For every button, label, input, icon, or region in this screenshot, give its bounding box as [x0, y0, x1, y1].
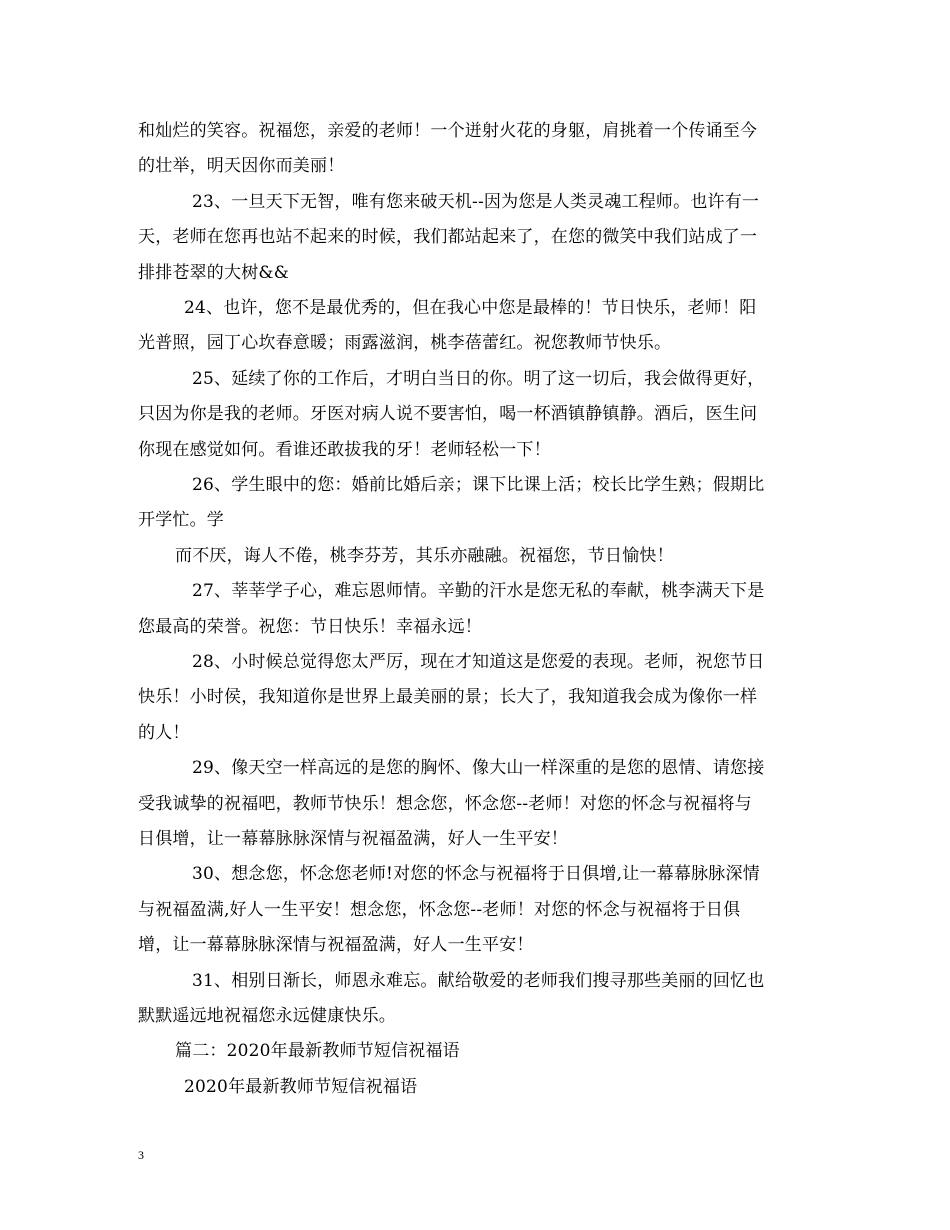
text-line: 而不厌，诲人不倦，桃李芬芳，其乐亦融融。祝福您，节日愉快！	[175, 546, 674, 566]
text-line: 天，老师在您再也站不起来的时候，我们都站起来了，在您的微笑中我们站成了一	[138, 227, 758, 247]
text-line: 与祝福盈满,好人一生平安！想念您，怀念您--老师！对您的怀念与祝福将于日俱	[138, 900, 741, 920]
text-line: 27、莘莘学子心，难忘恩师情。辛勤的汗水是您无私的奉献，桃李满天下是	[192, 581, 765, 601]
text-line: 23、一旦天下无智，唯有您来破天机--因为您是人类灵魂工程师。也许有一	[192, 192, 760, 212]
page-number: 3	[138, 1148, 144, 1162]
text-line: 您最高的荣誉。祝您：节日快乐！幸福永远！	[138, 617, 482, 637]
text-line: 25、延续了你的工作后，才明白当日的你。明了这一切后，我会做得更好，	[192, 369, 765, 389]
text-line: 默默遥远地祝福您永远健康快乐。	[138, 1006, 396, 1026]
text-line: 24、也许，您不是最优秀的，但在我心中您是最棒的！节日快乐，老师！阳	[184, 298, 757, 318]
text-line: 29、像天空一样高远的是您的胸怀、像大山一样深重的是您的恩情、请您接	[192, 758, 765, 778]
text-line: 你现在感觉如何。看谁还敢拔我的牙！老师轻松一下！	[138, 440, 551, 460]
section-heading: 篇二：2020年最新教师节短信祝福语	[175, 1041, 460, 1061]
section-title: 2020年最新教师节短信祝福语	[184, 1077, 418, 1097]
text-line: 光普照，园丁心坎春意暖；雨露滋润，桃李蓓蕾红。祝您教师节快乐。	[138, 333, 672, 353]
text-line: 和灿烂的笑容。祝福您，亲爱的老师！一个迸射火花的身躯，肩挑着一个传诵至今	[138, 121, 758, 141]
text-line: 开学忙。学	[138, 510, 224, 530]
text-line: 只因为你是我的老师。牙医对病人说不要害怕，喝一杯酒镇静镇静。酒后，医生问	[138, 404, 758, 424]
text-line: 28、小时候总觉得您太严厉，现在才知道这是您爱的表现。老师，祝您节日	[192, 652, 765, 672]
text-line: 快乐！小时侯，我知道你是世界上最美丽的景；长大了，我知道我会成为像你一样	[138, 687, 758, 707]
text-line: 的壮举，明天因你而美丽！	[138, 156, 345, 176]
text-line: 日俱增，让一幕幕脉脉深情与祝福盈满，好人一生平安！	[138, 829, 568, 849]
text-line: 26、学生眼中的您：婚前比婚后亲；课下比课上活；校长比学生熟；假期比	[192, 475, 765, 495]
text-line: 受我诚挚的祝福吧，教师节快乐！想念您，怀念您--老师！对您的怀念与祝福将与	[138, 794, 752, 814]
text-line: 排排苍翠的大树&&	[138, 263, 290, 283]
text-line: 31、相别日渐长，师恩永难忘。献给敬爱的老师我们搜寻那些美丽的回忆也	[192, 971, 765, 991]
text-line: 的人！	[138, 723, 190, 743]
text-line: 30、想念您，怀念您老师!对您的怀念与祝福将于日俱增,让一幕幕脉脉深情	[192, 864, 760, 884]
text-line: 增，让一幕幕脉脉深情与祝福盈满，好人一生平安！	[138, 935, 534, 955]
